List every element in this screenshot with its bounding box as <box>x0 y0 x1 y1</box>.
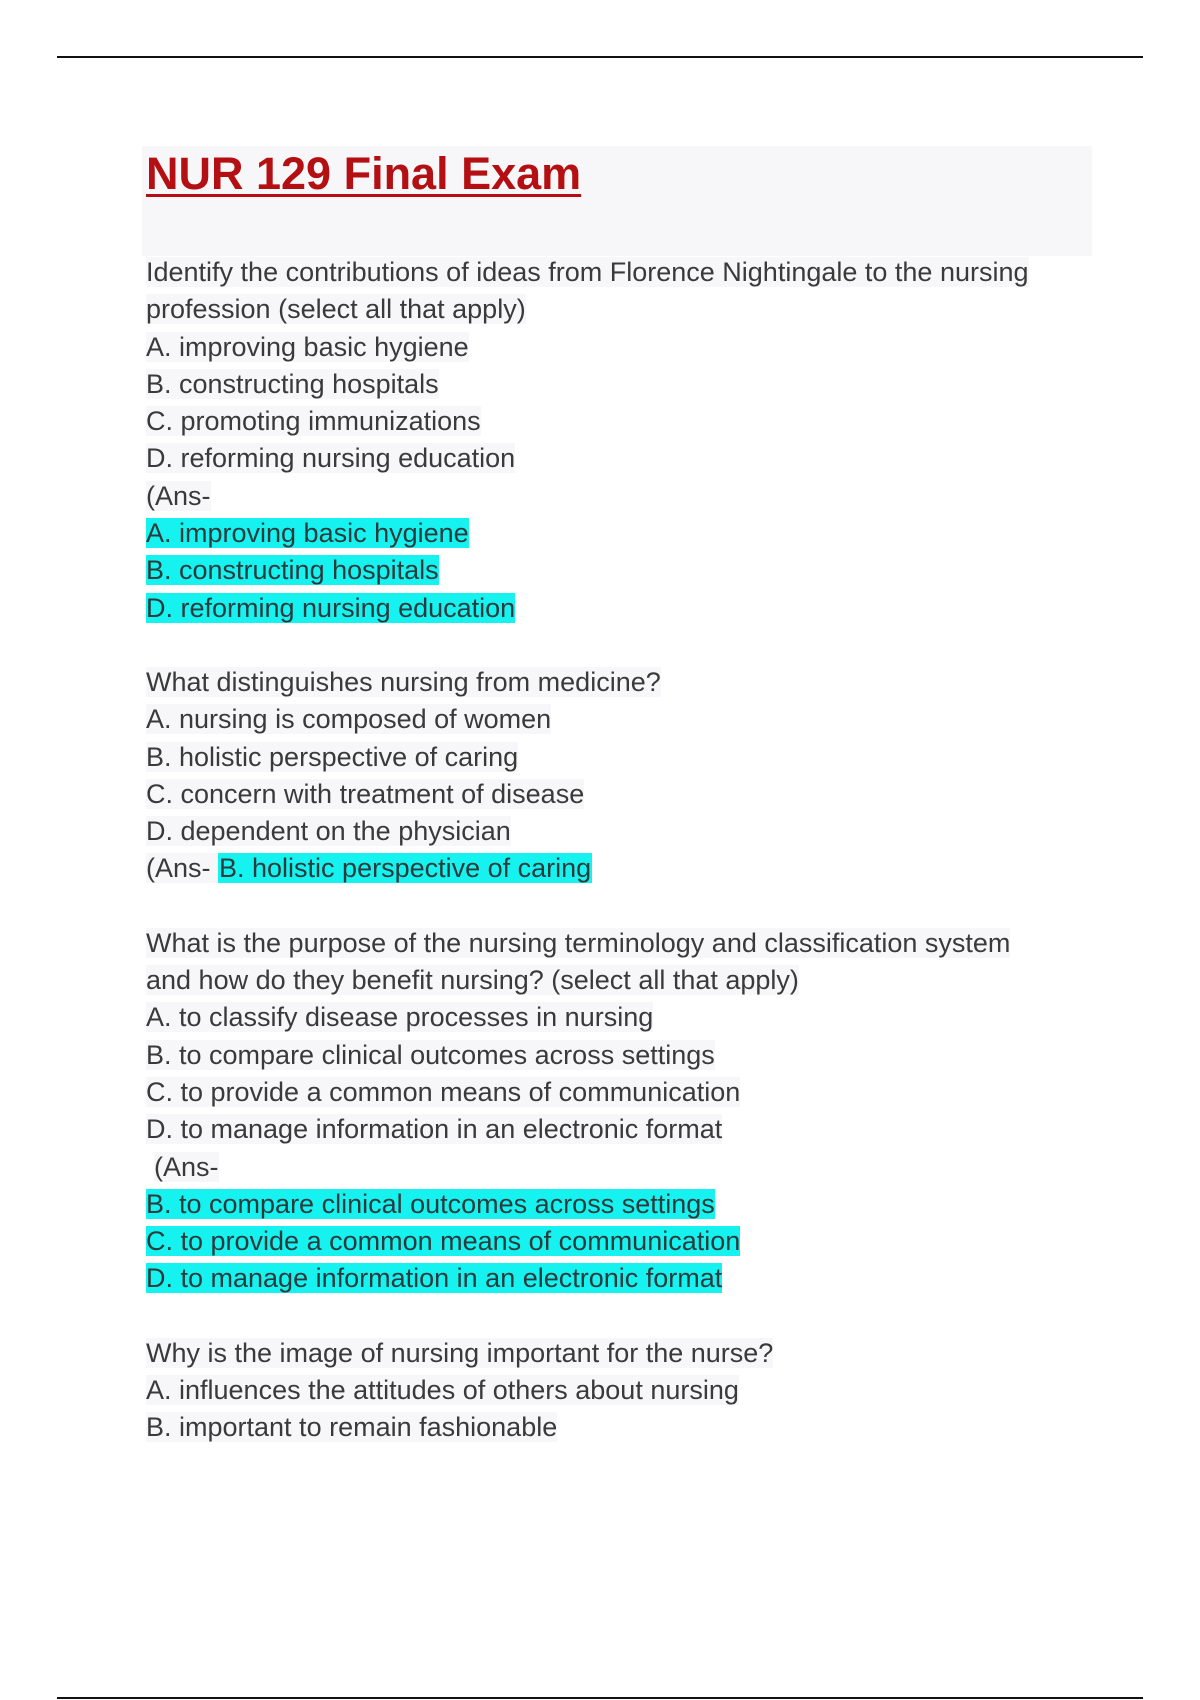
question-stem-line: What is the purpose of the nursing terminology and classification system <box>146 927 1011 958</box>
answer-option: B. to compare clinical outcomes across settings <box>146 1039 715 1070</box>
highlighted-answer: D. to manage information in an electronic format <box>146 1263 723 1294</box>
question-list <box>146 254 1096 1484</box>
question-stem-line: Identify the contributions of ideas from Florence Nightingale to the nursing <box>146 257 1029 287</box>
highlighted-answer: A. improving basic hygiene <box>146 518 469 549</box>
answer-option: B. holistic perspective of caring <box>146 741 519 772</box>
question-2 <box>146 664 1096 888</box>
answer-lead: (Ans- <box>146 480 211 511</box>
answer-option: D. reforming nursing education <box>146 443 516 474</box>
answer-option: A. nursing is composed of women <box>146 704 552 735</box>
answer-option: C. concern with treatment of disease <box>146 778 585 809</box>
question-1 <box>146 254 1096 627</box>
answer-option: D. to manage information in an electronic format <box>146 1114 723 1145</box>
answer-option: B. important to remain fashionable <box>146 1412 558 1443</box>
answer-lead: (Ans- <box>146 853 219 884</box>
answer-option: A. influences the attitudes of others about nursing <box>146 1375 739 1406</box>
page-title: NUR 129 Final Exam <box>146 148 582 199</box>
answer-option: C. promoting immunizations <box>146 406 481 437</box>
highlighted-answer: B. to compare clinical outcomes across settings <box>146 1188 715 1219</box>
answer-option: B. constructing hospitals <box>146 368 439 399</box>
answer-option: A. improving basic hygiene <box>146 331 469 362</box>
highlighted-answer: B. constructing hospitals <box>146 555 439 586</box>
highlighted-answer: B. holistic perspective of caring <box>219 853 592 884</box>
question-stem-line: profession (select all that apply) <box>146 294 526 325</box>
question-4 <box>146 1335 1096 1447</box>
question-stem-line: What distinguishes nursing from medicine? <box>146 666 661 697</box>
question-stem-line: and how do they benefit nursing? (select all that apply) <box>146 965 799 996</box>
highlighted-answer: D. reforming nursing education <box>146 592 516 623</box>
highlighted-answer: C. to provide a common means of communication <box>146 1226 741 1257</box>
answer-line <box>146 850 1096 887</box>
answer-lead: (Ans- <box>154 1151 219 1182</box>
answer-option: A. to classify disease processes in nursing <box>146 1002 654 1033</box>
question-3 <box>146 925 1096 1298</box>
answer-option: D. dependent on the physician <box>146 816 511 847</box>
title-block <box>142 146 1092 256</box>
top-rule <box>57 56 1143 58</box>
answer-option: C. to provide a common means of communication <box>146 1076 741 1107</box>
bottom-rule <box>57 1697 1143 1699</box>
question-stem-line: Why is the image of nursing important for the nurse? <box>146 1337 774 1368</box>
